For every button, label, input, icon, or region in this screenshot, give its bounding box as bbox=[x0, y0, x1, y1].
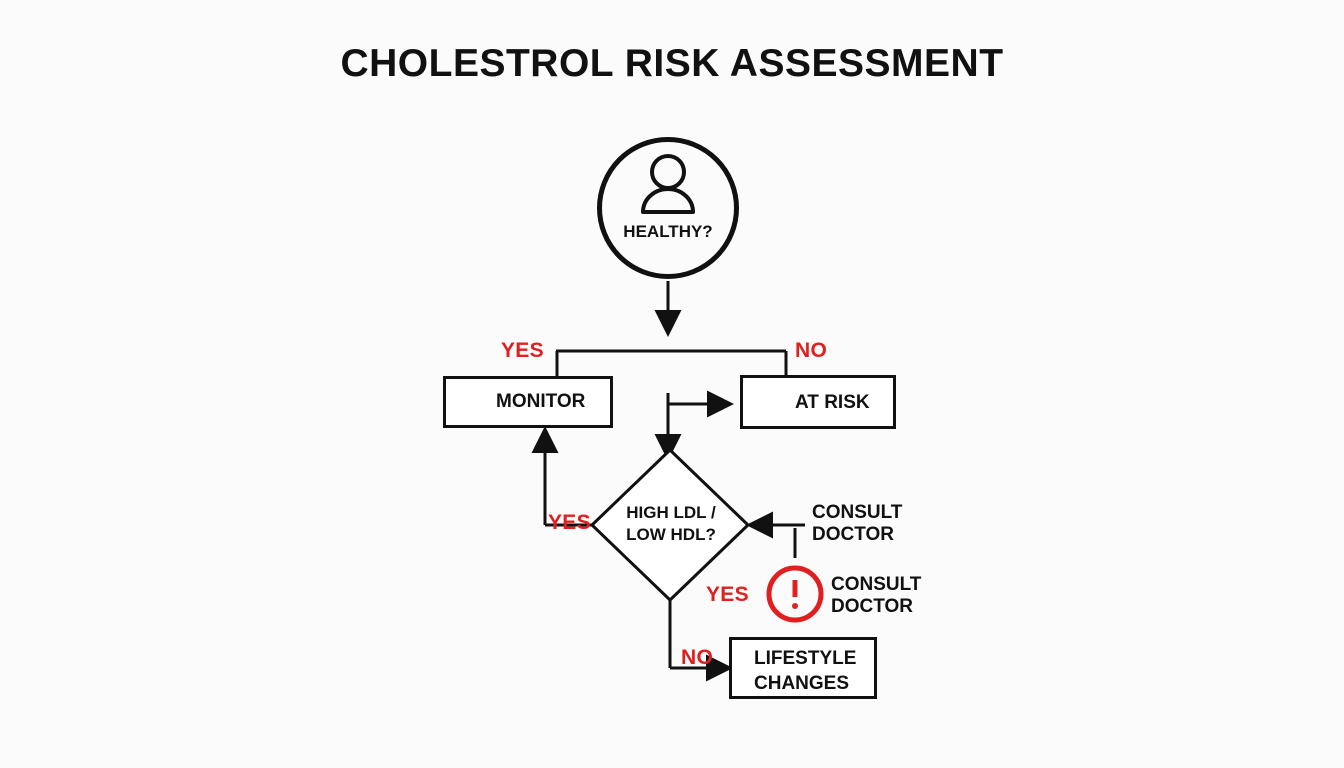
node-monitor-label: MONITOR bbox=[496, 391, 586, 412]
node-lifestyle-label-line2: CHANGES bbox=[754, 673, 850, 694]
edge-label-no-right: NO bbox=[795, 339, 828, 362]
node-decision[interactable] bbox=[613, 502, 729, 546]
alert-circle-icon-shape bbox=[769, 568, 821, 620]
consult-bottom-line1: CONSULT bbox=[831, 574, 922, 595]
consult-bottom-line2: DOCTOR bbox=[831, 596, 913, 617]
node-consult-doctor-bottom[interactable] bbox=[831, 574, 921, 618]
edge-label-yes-consult: YES bbox=[706, 583, 749, 606]
consult-top-line2: DOCTOR bbox=[812, 524, 894, 545]
node-decision-label-line2: LOW HDL? bbox=[626, 525, 716, 544]
node-lifestyle-changes-label bbox=[754, 646, 864, 696]
node-consult-doctor-top[interactable] bbox=[812, 502, 902, 546]
node-at-risk-label: AT RISK bbox=[795, 392, 870, 413]
page-title: CHOLESTROL RISK ASSESSMENT bbox=[340, 42, 1004, 85]
consult-top-line1: CONSULT bbox=[812, 502, 903, 523]
edge-label-yes-monitor: YES bbox=[548, 511, 591, 534]
node-healthy[interactable] bbox=[597, 137, 739, 279]
edge-label-yes-left: YES bbox=[501, 339, 544, 362]
node-lifestyle-label-line1: LIFESTYLE bbox=[754, 648, 857, 669]
edge-label-no-lifestyle: NO bbox=[681, 646, 714, 669]
node-healthy-label: HEALTHY? bbox=[623, 222, 713, 241]
node-decision-label-line1: HIGH LDL / bbox=[626, 503, 716, 522]
